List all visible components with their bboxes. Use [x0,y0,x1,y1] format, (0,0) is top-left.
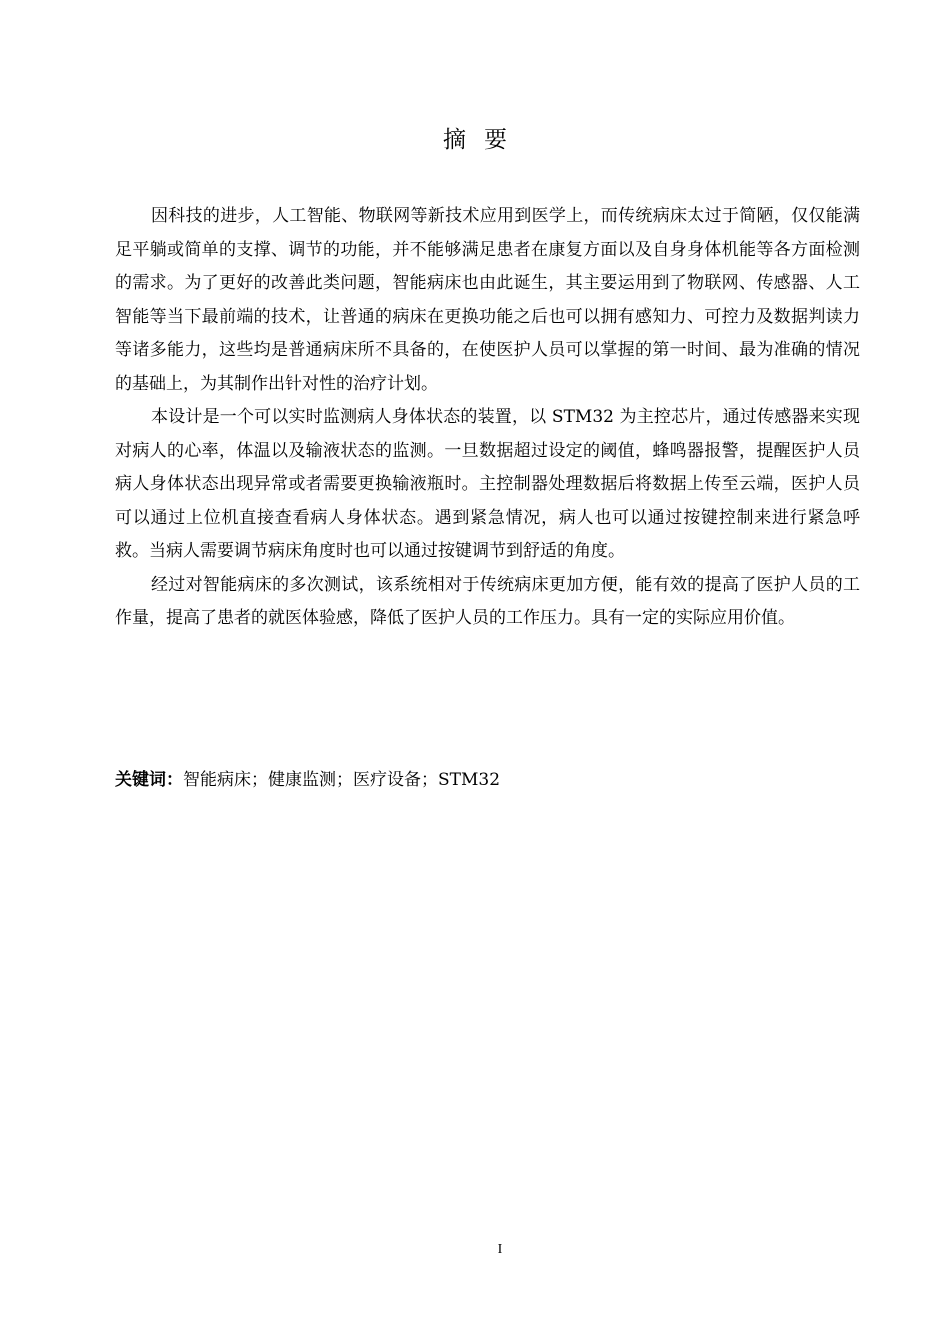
keywords-label: 关键词： [115,770,183,790]
abstract-body [115,200,860,636]
keywords-list: 智能病床；健康监测；医疗设备；STM32 [183,770,501,790]
abstract-paragraph-3: 经过对智能病床的多次测试，该系统相对于传统病床更加方便，能有效的提高了医护人员的工作量，提高了患者的就医体验感，降低了医护人员的工作压力。具有一定的实际应用价值。 [115,574,860,628]
abstract-paragraph-2: 本设计是一个可以实时监测病人身体状态的装置，以 STM32 为主控芯片，通过传感器来实现对病人的心率，体温以及输液状态的监测。一旦数据超过设定的阈值，蜂鸣器报警，提醒医护人员病人身体状态出现异常或者需要更换输液瓶时。主控制器处理数据后将数据上传至云端，医护人员可以通过上位机直接查看病人身体状态。遇到紧急情况，病人也可以通过按键控制来进行紧急呼救。当病人需要调节病床角度时也可以通过按键调节到舒适的角度。 [115,407,860,561]
abstract-title: 摘要 [443,127,525,153]
page-number: I [497,1242,503,1257]
keywords-line [115,764,860,798]
abstract-paragraph-1: 因科技的进步，人工智能、物联网等新技术应用到医学上，而传统病床太过于简陋，仅仅能满足平躺或简单的支撑、调节的功能，并不能够满足患者在康复方面以及自身身体机能等各方面检测的需求。为了更好的改善此类问题，智能病床也由此诞生，其主要运用到了物联网、传感器、人工智能等当下最前端的技术，让普通的病床在更换功能之后也可以拥有感知力、可控力及数据判读力等诸多能力，这些均是普通病床所不具备的，在使医护人员可以掌握的第一时间、最为准确的情况的基础上，为其制作出针对性的治疗计划。 [115,206,860,394]
